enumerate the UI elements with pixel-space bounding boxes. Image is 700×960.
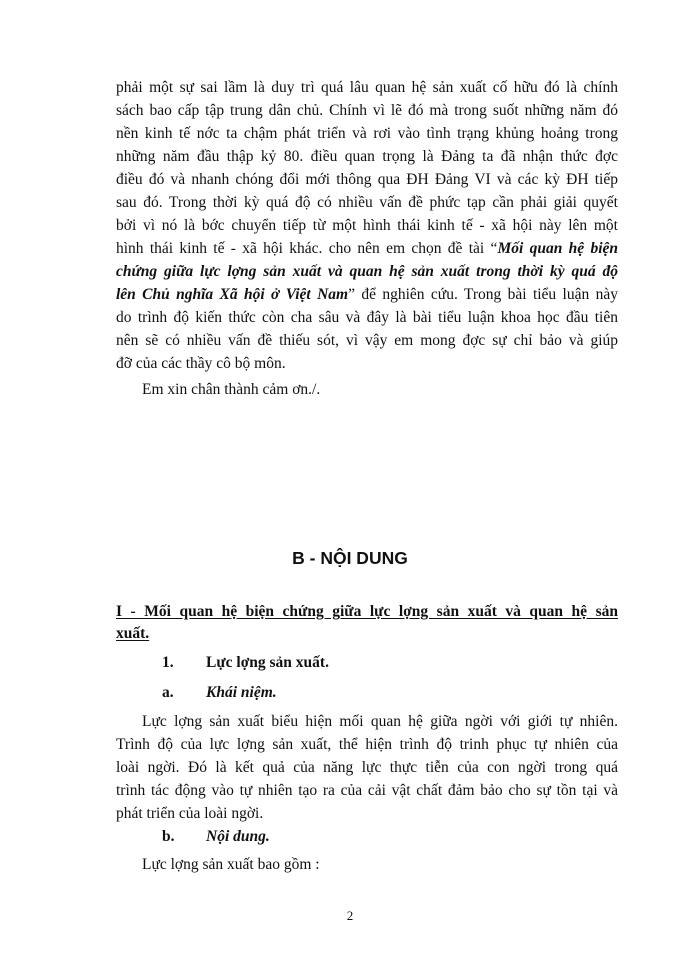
intro-line-10	[116, 284, 618, 305]
intro-line-12: nên sẽ có nhiều vấn đề thiếu sót, vì vậy em mong đợc sự chỉ bảo và giúp	[116, 332, 618, 349]
intro-line-1: phải một sự sai lầm là duy trì quá lâu quan hệ sản xuất cố hữu đó là chính	[116, 79, 618, 96]
para-a-line-2: Trình độ của lực lợng sản xuất, thể hiện trình độ trinh phục tự nhiên của	[116, 736, 618, 753]
para-a-line-4: trình tác động vào tự nhiên tạo ra của cải vật chất đảm bảo cho sự tồn tại và	[116, 782, 618, 799]
intro-line-5: điều đó và nhanh chóng đổi mới thông qua ĐH Đảng VI và các kỳ ĐH tiếp	[116, 171, 618, 188]
intro-line-6: sau đó. Trong thời kỳ quá độ có nhiều vấn đề phức tạp cần phải giải quyết	[116, 194, 618, 211]
intro-line-10-text: ” để nghiên cứu. Trong bài tiểu luận này	[348, 286, 618, 303]
intro-line-2: sách bao cấp tập trung dân chủ. Chính vì lẽ đó mà trong suốt những năm đó	[116, 102, 618, 119]
subsection-b	[162, 826, 582, 848]
para-a-line-5: phát triển của loài ngời.	[116, 805, 264, 822]
section-i-title-line-2: xuất.	[116, 625, 150, 642]
section-i-title-line-1: I - Mối quan hệ biện chứng giữa lực lợng sản xuất và quan hệ sản	[116, 603, 618, 620]
thesis-title-part-3: lên Chủ nghĩa Xã hội ở Việt Nam	[116, 286, 349, 303]
para-a-line-3: loài ngời. Đó là kết quả của năng lực thực tiễn của con ngời trong quá	[116, 759, 618, 776]
subsection-a-letter: a.	[162, 684, 174, 701]
page-number: 2	[346, 908, 354, 923]
subsection-1-title: Lực lợng sản xuất.	[206, 654, 329, 671]
intro-line-4: những năm đầu thập kỷ 80. điều quan trọng là Đảng ta đã nhận thức đợc	[116, 148, 618, 165]
intro-line-3: nền kinh tế nớc ta chậm phát triển và rơi vào tình trạng khủng hoảng trong	[116, 125, 618, 142]
subsection-a-title: Khái niệm.	[206, 684, 277, 701]
intro-line-13: đỡ của các thầy cô bộ môn.	[116, 355, 286, 372]
subsection-b-title: Nội dung.	[206, 828, 270, 845]
thesis-title-part-2: chứng giữa lực lợng sản xuất và quan hệ sản xuất trong thời kỳ quá độ	[116, 263, 618, 280]
subsection-a	[162, 682, 582, 704]
para-a-line-1: Lực lợng sản xuất biểu hiện mối quan hệ giữa ngời với giới tự nhiên.	[142, 713, 618, 730]
subsection-1	[162, 652, 582, 674]
subsection-1-number: 1.	[162, 654, 174, 671]
thesis-title-part-1: Mối quan hệ biện	[497, 240, 618, 257]
para-b-line-1: Lực lợng sản xuất bao gồm :	[142, 856, 320, 873]
subsection-b-letter: b.	[162, 828, 175, 845]
intro-line-8	[116, 238, 618, 259]
intro-line-8-text: hình thái kinh tế - xã hội khác. cho nên em chọn đề tài “	[116, 240, 498, 257]
section-heading: B - NỘI DUNG	[292, 548, 408, 568]
intro-line-7: bởi vì nó là bớc chuyển tiếp từ một hình thái kinh tế - xã hội này lên một	[116, 217, 618, 234]
intro-line-11: do trình độ kiến thức còn cha sâu và đây là bài tiểu luận khoa học đầu tiên	[116, 309, 618, 326]
thanks-line: Em xin chân thành cảm ơn./.	[142, 381, 321, 398]
